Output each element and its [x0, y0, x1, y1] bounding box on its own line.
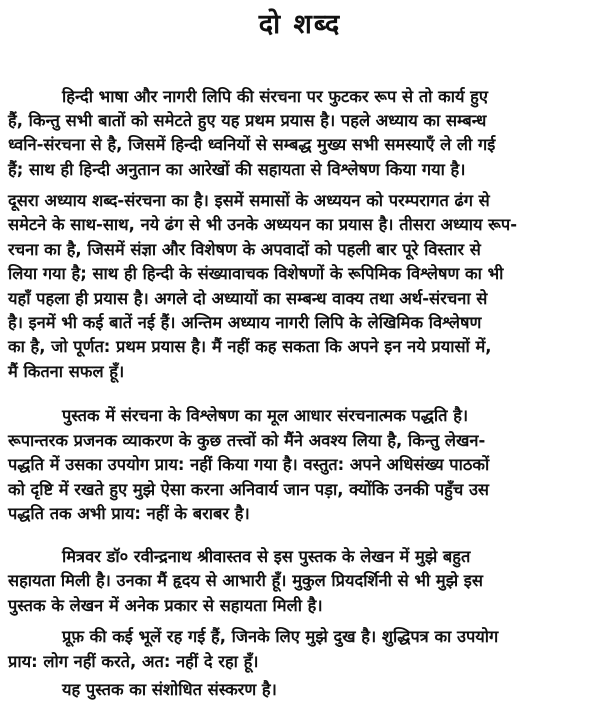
- paragraph-line: लिया गया है; साथ ही हिन्दी के संख्यावाचक विशेषणों के रूपिमिक विश्लेषण का भी: [8, 264, 504, 283]
- paragraph-line: यह पुस्तक का संशोधित संस्करण है।: [62, 680, 277, 699]
- page-title: दो शब्द: [258, 9, 342, 40]
- paragraph-line: पुस्तक के लेखन में अनेक प्रकार से सहायता मिली है।: [8, 596, 323, 615]
- paragraph-line: है। इनमें भी कई बातें नई हैं। अन्तिम अध्याय नागरी लिपि के लेखिमिक विश्लेषण: [8, 313, 482, 332]
- paragraph-line: समेटने के साथ-साथ, नये ढंग से भी उनके अध्ययन का प्रयास है। तीसरा अध्याय रूप-: [8, 215, 518, 234]
- paragraph-line: हैं; साथ ही हिन्दी अनुतान का आरेखों की सहायता से विश्लेषण किया गया है।: [8, 160, 466, 179]
- paragraph-line: प्रूफ़ की कई भूलें रह गई हैं, जिनके लिए मुझे दुख है। शुद्धिपत्र का उपयोग: [62, 627, 499, 646]
- paragraph-line: प्राय: लोग नहीं करते, अत: नहीं दे रहा हूँ।: [8, 652, 259, 671]
- paragraph-line: मित्रवर डॉ० रवीन्द्रनाथ श्रीवास्तव से इस पुस्तक के लेखन में मुझे बहुत: [62, 547, 471, 566]
- paragraph-line: ध्वनि-संरचना से है, जिसमें हिन्दी ध्वनियों से सम्बद्ध मुख्य सभी समस्याएँ ले ली गई: [8, 135, 496, 154]
- paragraph-line: रूपान्तरक प्रजनक व्याकरण के कुछ तत्त्वों को मैंने अवश्य लिया है, किन्तु लेखन-: [8, 431, 486, 450]
- paragraph-line: सहायता मिली है। उनका मैं हृदय से आभारी हूँ। मुकुल प्रियदर्शिनी से भी मुझे इस: [8, 571, 483, 590]
- paragraph-line: मैं कितना सफल हूँ।: [8, 362, 125, 381]
- paragraph-line: हैं, किन्तु सभी बातों को समेटते हुए यह प्रथम प्रयास है। पहले अध्याय का सम्बन्ध: [8, 111, 487, 130]
- paragraph-line: पुस्तक में संरचना के विश्लेषण का मूल आधार संरचनात्मक पद्धति है।: [62, 406, 469, 425]
- paragraph-line: पद्धति तक अभी प्राय: नहीं के बराबर है।: [8, 504, 250, 523]
- paragraph-line: का है, जो पूर्णत: प्रथम प्रयास है। मैं नहीं कह सकता कि अपने इन नये प्रयासों में,: [8, 337, 492, 356]
- paragraph-line: दूसरा अध्याय शब्द-संरचना का है। इसमें समासों के अध्ययन को परम्परागत ढंग से: [8, 191, 490, 210]
- paragraph-line: यहाँ पहला ही प्रयास है। अगले दो अध्यायों का सम्बन्ध वाक्य तथा अर्थ-संरचना से: [8, 289, 488, 308]
- paragraph-line: हिन्दी भाषा और नागरी लिपि की संरचना पर फुटकर रूप से तो कार्य हुए: [62, 87, 488, 106]
- paragraph-line: को दृष्टि में रखते हुए मुझे ऐसा करना अनिवार्य जान पड़ा, क्योंकि उनकी पहुँच उस: [8, 480, 490, 499]
- paragraph-line: पद्धति में उसका उपयोग प्राय: नहीं किया गया है। वस्तुत: अपने अधिसंख्य पाठकों: [8, 455, 490, 474]
- paragraph-line: रचना का है, जिसमें संज्ञा और विशेषण के अपवादों को पहली बार पूरे विस्तार से: [8, 240, 481, 259]
